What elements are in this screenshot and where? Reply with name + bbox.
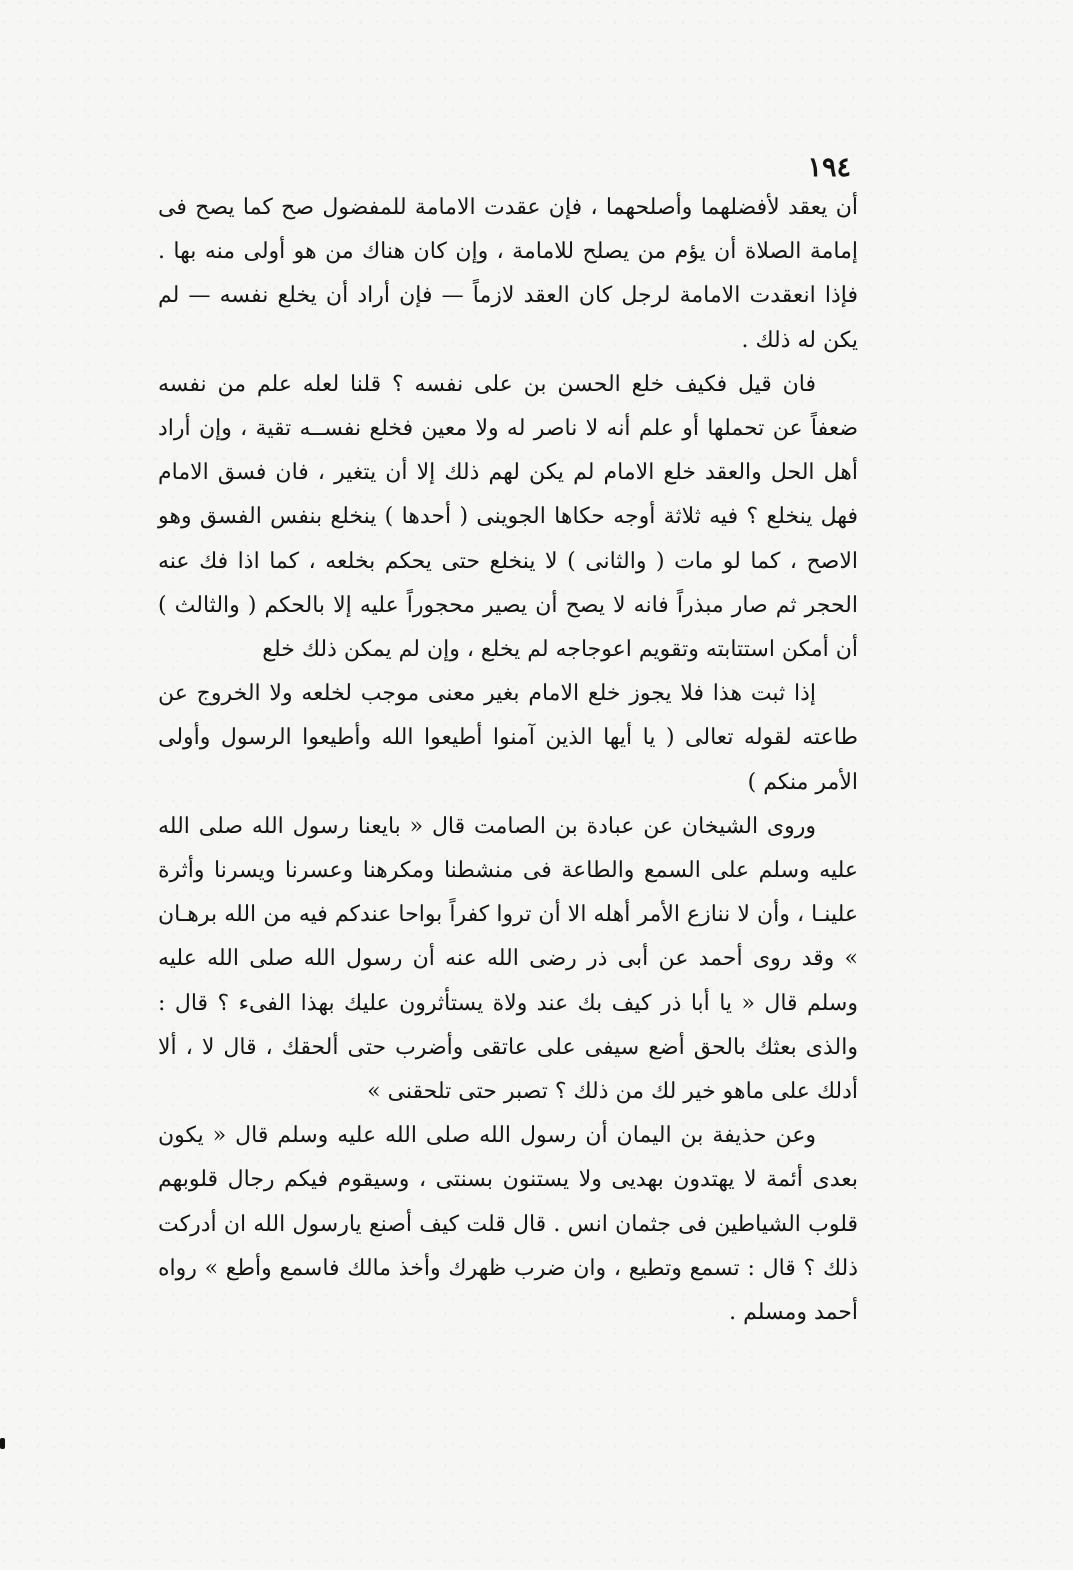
page-number: ١٩٤: [807, 152, 851, 183]
paragraph-imamate-contract: أن يعقد لأفضلهما وأصلحهما ، فإن عقدت الامامة للمفضول صح كما يصح فى إمامة الصلاة أن يؤم من يصلح للامامة ، وإن كان هناك من هو أولى منه بها . فإذا انعقدت الامامة لرجل كان العقد لازماً — فإن أراد أن يخلع نفسه — لم يكن له ذلك .: [158, 195, 858, 353]
paragraph-hadith-ubada: وروى الشيخان عن عبادة بن الصامت قال « بايعنا رسول الله صلى الله عليه وسلم على السمع والطاعة فى منشطنا ومكرهنا وعسرنا ويسرنا وأثرة علينـا ، وأن لا ننازع الأمر أهله الا أن تروا كفراً بواحا عندكم فيه من الله برهـان » وقد روى أحمد عن أبى ذر رضى الله عنه أن رسول الله صلى الله عليه وسلم قال « يا أبا ذر كيف بك عند ولاة يستأثرون عليك بهذا الفىء ؟ قال : والذى بعثك بالحق أضع سيفى على عاتقى وأضرب حتى ألحقك ، قال لا ، ألا أدلك على ماهو خير لك من ذلك ؟ تصبر حتى تلحقنى »: [158, 813, 859, 1105]
paragraph-obedience-verse: إذا ثبت هذا فلا يجوز خلع الامام بغير معنى موجب لخلعه ولا الخروج عن طاعته لقوله تعالى ( يا أيها الذين آمنوا أطيعوا الله وأطيعوا الرسول وأولى الأمر منكم ): [158, 681, 858, 795]
scan-margin-mark: [0, 1438, 5, 1449]
paragraph-hadith-hudhayfa: وعن حذيفة بن اليمان أن رسول الله صلى الله عليه وسلم قال « يكون بعدى أئمة لا يهتدون بهديى ولا يستنون بسنتى ، وسيقوم فيكم رجال قلوبهم قلوب الشياطين فى جثمان انس . قال قلت كيف أصنع يارسول الله ان أدركت ذلك ؟ قال : تسمع وتطيع ، وان ضرب ظهرك وأخذ مالك فاسمع وأطع » رواه أحمد ومسلم .: [158, 1123, 858, 1326]
paragraph-removal-of-imam: فان قيل فكيف خلع الحسن بن على نفسه ؟ قلنا لعله علم من نفسه ضعفاً عن تحملها أو علم أنه لا ناصر له ولا معين فخلع نفســه تقية ، وإن أراد أهل الحل والعقد خلع الامام لم يكن لهم ذلك إلا أن يتغير ، فان فسق الامام فهل ينخلع ؟ فيه ثلاثة أوجه حكاها الجوينى ( أحدها ) ينخلع بنفس الفسق وهو الاصح ، كما لو مات ( والثانى ) لا ينخلع حتى يحكم بخلعه ، كما اذا فك عنه الحجر ثم صار مبذراً فانه لا يصح أن يصير محجوراً عليه إلا بالحكم ( والثالث ) أن أمكن استتابته وتقويم اعوجاجه لم يخلع ، وإن لم يمكن ذلك خلع: [158, 371, 858, 663]
text-body: [158, 186, 858, 1335]
